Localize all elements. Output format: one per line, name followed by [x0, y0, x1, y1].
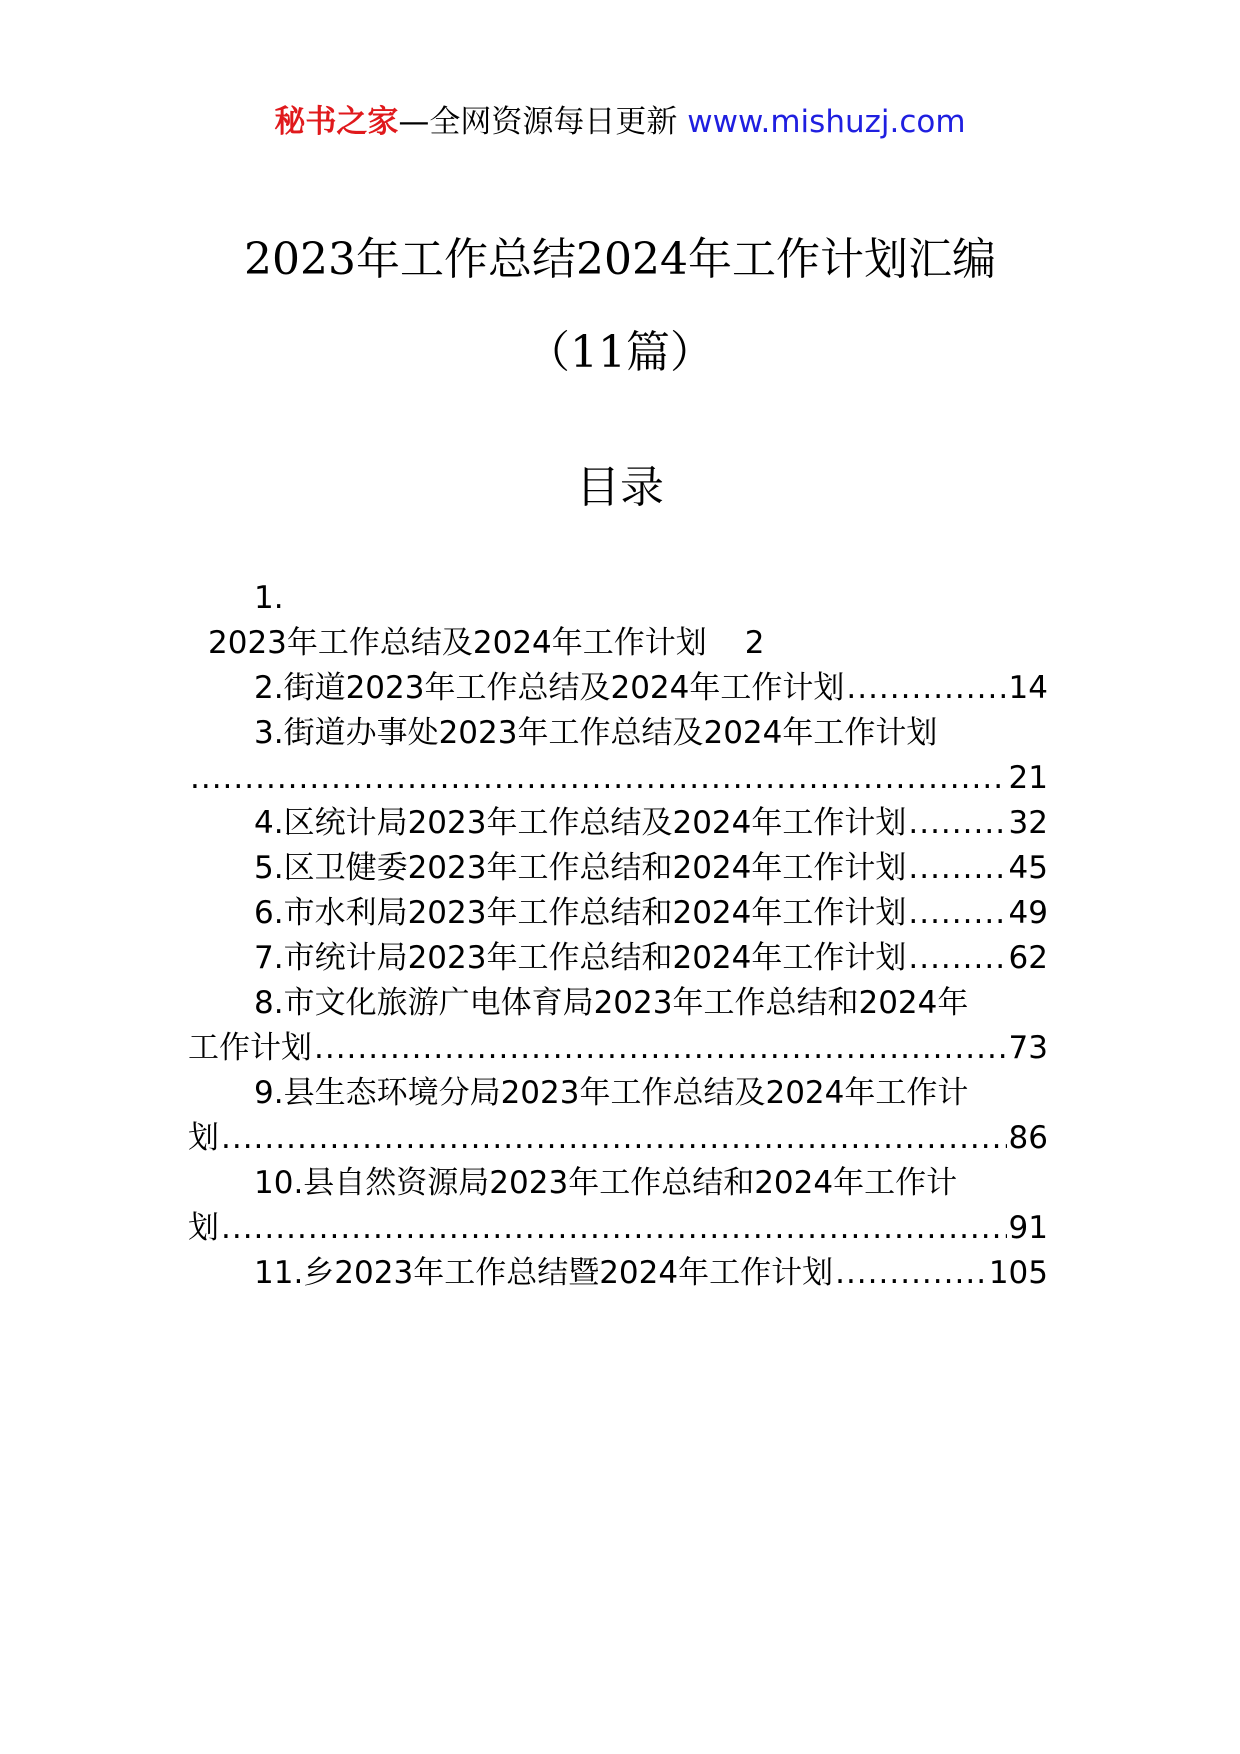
dot-leader — [908, 891, 1006, 936]
dot-leader — [908, 936, 1006, 981]
toc-entry-10-continuation[interactable] — [188, 1206, 1048, 1251]
toc-entry-title: 3.街道办事处2023年工作总结及2024年工作计划 — [254, 715, 938, 751]
toc-entry-5[interactable] — [188, 846, 1048, 891]
toc-entry-page: 14 — [1008, 670, 1048, 706]
brand-name: 秘书之家 — [274, 104, 399, 140]
toc-entry-4[interactable] — [188, 801, 1048, 846]
toc-entry-title-continued: 工作计划 — [188, 1030, 312, 1066]
document-subtitle: （11篇） — [526, 327, 714, 378]
toc-entry-3[interactable] — [188, 711, 1048, 756]
toc-entry-page: 73 — [1008, 1030, 1048, 1066]
toc-entry-title: 8.市文化旅游广电体育局2023年工作总结和2024年 — [254, 985, 969, 1021]
toc-entry-title: 2023年工作总结及2024年工作计划 — [208, 625, 707, 661]
toc-entry-title: 5.区卫健委2023年工作总结和2024年工作计划 — [254, 850, 907, 886]
toc-entry-title: 9.县生态环境分局2023年工作总结及2024年工作计 — [254, 1075, 969, 1111]
dot-leader — [221, 1116, 1007, 1161]
toc-entry-2[interactable] — [188, 666, 1048, 711]
toc-entry-title-continued: 划 — [188, 1120, 219, 1156]
toc-entry-title: 7.市统计局2023年工作总结和2024年工作计划 — [254, 940, 907, 976]
toc-entry-page: 2 — [744, 625, 765, 661]
dot-leader — [908, 846, 1006, 891]
toc-entry-page: 91 — [1008, 1210, 1048, 1246]
toc-entry-page: 105 — [988, 1255, 1048, 1291]
table-of-contents — [188, 576, 1048, 1296]
toc-entry-11[interactable] — [188, 1251, 1048, 1296]
toc-entry-1[interactable] — [188, 621, 1048, 666]
toc-entry-9[interactable] — [188, 1071, 1048, 1116]
dot-leader — [908, 801, 1006, 846]
site-url-link[interactable]: www.mishuzj.com — [687, 104, 966, 140]
toc-entry-page: 62 — [1008, 940, 1048, 976]
toc-entry-title: 2.街道2023年工作总结及2024年工作计划 — [254, 670, 845, 706]
dot-leader — [221, 1206, 1007, 1251]
toc-entry-title: 6.市水利局2023年工作总结和2024年工作计划 — [254, 895, 907, 931]
toc-entry-3-continuation[interactable] — [188, 756, 1048, 801]
toc-entry-page: 21 — [1008, 760, 1048, 796]
dot-leader — [190, 756, 1007, 801]
toc-entry-6[interactable] — [188, 891, 1048, 936]
toc-heading: 目录 — [576, 462, 664, 513]
toc-entry-10[interactable] — [188, 1161, 1048, 1206]
toc-entry-title: 10.县自然资源局2023年工作总结和2024年工作计 — [254, 1165, 958, 1201]
toc-entry-8-continuation[interactable] — [188, 1026, 1048, 1071]
toc-entry-page: 86 — [1008, 1120, 1048, 1156]
toc-entry-title: 11.乡2023年工作总结暨2024年工作计划 — [254, 1255, 834, 1291]
toc-entry-1-number-line[interactable] — [188, 576, 1048, 621]
toc-entry-8[interactable] — [188, 981, 1048, 1026]
dot-leader — [846, 666, 1006, 711]
header-slogan: —全网资源每日更新 — [398, 104, 678, 140]
toc-entry-title-continued: 划 — [188, 1210, 219, 1246]
dot-leader — [835, 1251, 987, 1296]
toc-entry-page: 45 — [1008, 850, 1048, 886]
document-title: 2023年工作总结2024年工作计划汇编 — [244, 234, 996, 285]
toc-entry-number: 1. — [254, 580, 284, 616]
toc-entry-page: 32 — [1008, 805, 1048, 841]
toc-entry-9-continuation[interactable] — [188, 1116, 1048, 1161]
dot-leader — [314, 1026, 1007, 1071]
toc-entry-page: 49 — [1008, 895, 1048, 931]
toc-entry-7[interactable] — [188, 936, 1048, 981]
site-header — [0, 102, 1240, 142]
toc-entry-title: 4.区统计局2023年工作总结及2024年工作计划 — [254, 805, 907, 841]
